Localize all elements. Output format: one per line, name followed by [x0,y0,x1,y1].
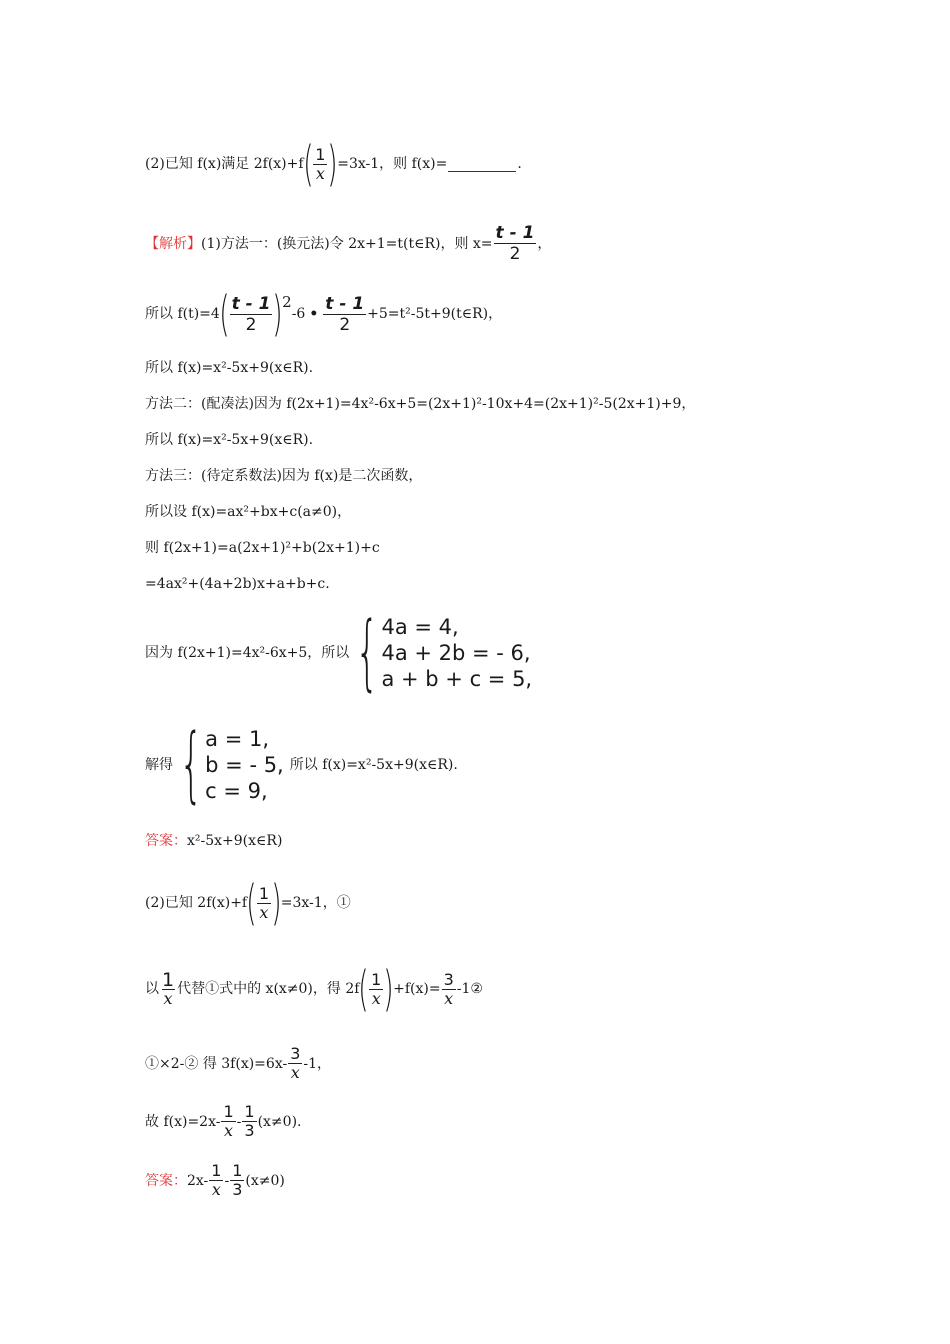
solution-part-2-line-3: ①×2-② 得 3f(x)=6x- $\frac{3}{x}$ -1， [145,1044,332,1082]
equation-system-1 [351,605,533,700]
fraction-1-over-x: $\frac{1}{x}$ [223,1102,234,1140]
solution-line-5: 所以 f(x)=x²-5x+9(x∈R). [145,432,314,448]
left-paren: ( [302,136,314,192]
solution-line-2: 所以 f(t)=4 ( $\frac{t - 1}{2}$ ) 2 -6 • $\frac{t - 1}{2}$ +5=t²-5t+9(t∈R)， [145,286,503,342]
fraction-t-minus-1-over-2: $\frac{t - 1}{2}$ [231,293,271,335]
solution-part-2-line-2: 以 $\frac{1}{x}$ 代替①式中的 x(x≠0)，得 2f ( $\frac{1}{x}$ ) +f(x)= $\frac{3}{x}$ -1② [145,961,483,1017]
solution-line-3: 所以 f(x)=x²-5x+9(x∈R). [145,360,314,376]
solution-line-10: 因为 f(2x+1)=4x²-6x+5，所以 { 4a = 4, 4a + 2b = - 6, a + b + c = 5, [145,605,533,700]
solution-line-1: 【解析】 (1)方法一：(换元法)令 2x+1=t(t∈R)，则 x= $\frac{t - 1}{2}$ ， [145,223,552,264]
equation-line: 4a = 4, [381,615,459,639]
brace: { [179,717,203,812]
fraction-3-over-x: $\frac{3}{x}$ [443,969,454,1008]
solution-line-4: 方法二：(配凑法)因为 f(2x+1)=4x²-6x+5=(2x+1)²-10x+4=(2x+1)²-5(2x+1)+9， [145,396,696,412]
fraction-1-over-x: $\frac{1}{x}$ [371,969,382,1008]
equation-line: b = - 5, [205,753,284,777]
fraction-1-over-x: $\frac{1}{x}$ [162,968,175,1008]
solution-part-2-line-4: 故 f(x)=2x- $\frac{1}{x}$ - $\frac{1}{3}$ (x≠0). [145,1102,302,1140]
fraction-1-over-x: $\frac{1}{x}$ [315,144,326,183]
solution-line-6: 方法三：(待定系数法)因为 f(x)是二次函数， [145,468,423,484]
fraction-t-minus-1-over-2: $\frac{t - 1}{2}$ [495,223,535,264]
brace: { [355,605,380,700]
answer-blank [448,157,516,172]
solution-part-2-line-1: (2)已知 2f(x)+f ( $\frac{1}{x}$ ) =3x-1，① [145,875,351,931]
dot-operator: • [309,306,319,322]
fraction-1-over-3: $\frac{1}{3}$ [232,1161,243,1199]
solution-line-7: 所以设 f(x)=ax²+bx+c(a≠0)， [145,504,352,520]
fraction-1-over-x: $\frac{1}{x}$ [211,1161,222,1199]
question-text: (2)已知 f(x)满足 2f(x)+f [145,156,304,172]
solution-line-11: 解得 { a = 1, b = - 5, c = 9, 所以 f(x)=x²-5x+9(x∈R). [145,717,458,812]
fraction-1-over-x: $\frac{1}{x}$ [258,883,270,922]
solution-line-9: =4ax²+(4a+2b)x+a+b+c. [145,576,330,592]
fraction-3-over-x: $\frac{3}{x}$ [290,1044,301,1082]
question-text-2: =3x-1，则 f(x)= [337,156,448,172]
answer-label: 答案： [145,1172,187,1189]
equation-system-2 [175,717,284,812]
answer-1: 答案： x²-5x+9(x∈R) [145,833,283,849]
answer-label: 答案： [145,833,187,849]
question-2: (2)已知 f(x)满足 2f(x)+f ( $\frac{1}{x}$ ) =3x-1，则 f(x)= . [145,136,522,192]
solution-tag: 【解析】 [145,235,201,252]
equation-line: c = 9, [205,779,268,803]
equation-line: a + b + c = 5, [381,667,533,691]
exponent: 2 [282,293,292,311]
equation-line: a = 1, [205,727,270,751]
right-paren: ) [327,136,339,192]
answer-2: 答案： 2x- $\frac{1}{x}$ - $\frac{1}{3}$ (x≠0) [145,1161,285,1199]
equation-line: 4a + 2b = - 6, [381,641,531,665]
solution-line-8: 则 f(2x+1)=a(2x+1)²+b(2x+1)+c [145,540,380,556]
fraction-1-over-3: $\frac{1}{3}$ [244,1102,255,1140]
fraction-t-minus-1-over-2: $\frac{t - 1}{2}$ [325,293,365,335]
